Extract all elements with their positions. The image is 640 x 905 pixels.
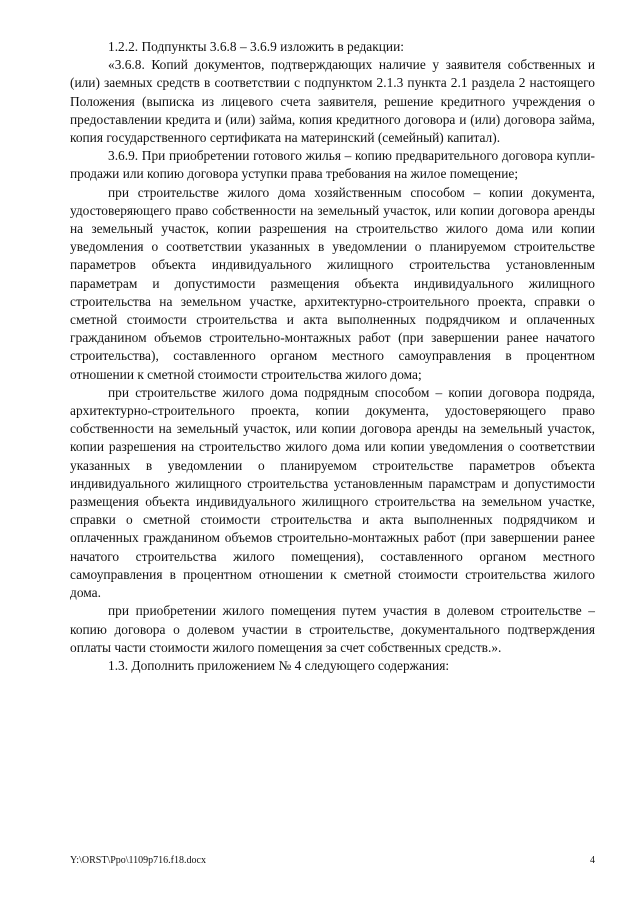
paragraph-economic-method: при строительстве жилого дома хозяйственным способом – копии документа, удостоверяющего право собственности на земельный участок, или копии договора аренды на земельный участок, копии разрешения на строительство жилого дома или копии уведомления о соответствии указанных в уведомлении о планируемом строительстве параметров объекта индивидуального жилищного строительства установленным параметрам и допустимости размещения объекта индивидуального жилищного строительства на земельном участке, архитектурно-строительного проекта, справки о сметной стоимости строительства и акта выполненных подрядчиком и оплаченных гражданином объемов строительно-монтажных работ (при завершении ранее начатого строительства), составленного органом местного самоуправления в процентном отношении к сметной стоимости строительства жилого дома;: [70, 184, 595, 382]
paragraph-1-2-2: 1.2.2. Подпункты 3.6.8 – 3.6.9 изложить в редакции:: [108, 39, 404, 54]
document-body: [70, 38, 595, 675]
footer-file-path: Y:\ORST\Ppo\1109p716.f18.docx: [70, 855, 206, 866]
paragraph-1-3: 1.3. Дополнить приложением № 4 следующего содержания:: [108, 657, 450, 673]
page-footer: [70, 855, 595, 867]
paragraph-3-6-9: 3.6.9. При приобретении готового жилья – копию предварительного договора купли-продажи или копию договора уступки права требования на жилое помещение;: [70, 148, 595, 182]
paragraph-shared-construction: при приобретении жилого помещения путем участия в долевом строительстве – копию договора о долевом участии в строительстве, документального подтверждения оплаты части стоимости жилого помещения за счет собственных средств.».: [70, 603, 595, 655]
page-number: 4: [590, 855, 595, 866]
paragraph-3-6-8: «3.6.8. Копий документов, подтверждающих наличие у заявителя собственных и (или) заемных средств в соответствии с подпунктом 2.1.3 пункта 2.1 раздела 2 настоящего Положения (выписка из лицевого счета заявителя, решение кредитного учреждения о предоставлении кредита и (или) займа, копия кредитного договора и (или) договора займа, копия государственного сертификата на материнский (семейный) капитал).: [70, 57, 595, 146]
paragraph-contract-method: при строительстве жилого дома подрядным способом – копии договора подряда, архитектурно-строительного проекта, копии документа, удостоверяющего право собственности на земельный участок, или копии договора аренды на земельный участок, копии разрешения на строительство жилого дома или копии уведомления о соответствии указанных в уведомлении о планируемом строительстве параметров объекта индивидуального жилищного строительства установленным парамстрам и допустимости размещения объекта индивидуального жилищного строительства на земельном участке, справки о сметной стоимости строительства и акта выполненных подрядчиком и оплаченных гражданином объемов строительно-монтажных работ (при завершении ранее начатого строительства жилого помещения), составленного органом местного самоуправления в процентном отношении к сметной стоимости строительства жилого дома.: [70, 384, 595, 601]
